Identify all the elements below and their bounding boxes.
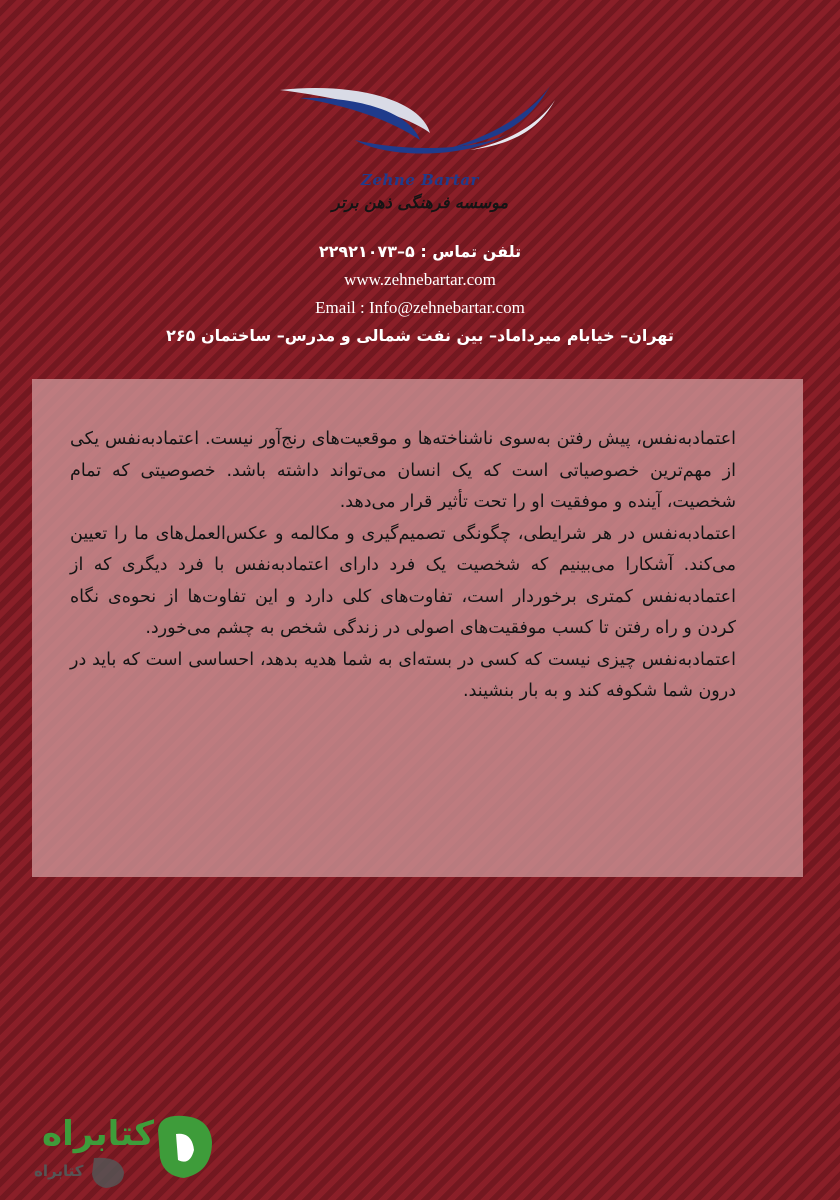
logo-latin-name: Zehne Bartar xyxy=(361,171,479,189)
ketabrah-brand-main: کتابراه xyxy=(42,1114,155,1154)
paragraph-3: اعتمادبه‌نفس چیزی نیست که کسی در بسته‌ای به شما هدیه بدهد، احساسی است که باید در درون شما شکوفه کند و به بار بنشیند. xyxy=(70,649,736,701)
publisher-logo xyxy=(270,78,570,223)
paragraph-1: اعتمادبه‌نفس، پیش رفتن به‌سوی ناشناخته‌ها و موقعیت‌های رنج‌آور نیست. اعتمادبه‌نفس یکی از مهم‌ترین خصوصیاتی است که یک انسان می‌تواند داشته باشد. خصوصیتی که تمام شخصیت، آینده و موفقیت او را تحت تأثیر قرار می‌دهد. xyxy=(70,429,736,512)
contact-block xyxy=(120,238,720,350)
ketabrah-brand-secondary: کتابراه xyxy=(34,1162,84,1180)
ketabrah-small-icon xyxy=(76,1154,136,1190)
logo-persian-name: موسسه فرهنگی ذهن برتر xyxy=(331,193,509,212)
website-link[interactable]: www.zehnebartar.com xyxy=(344,270,496,289)
email-link[interactable]: Email : Info@zehnebartar.com xyxy=(315,298,525,317)
phone-line: تلفن تماس : ۵–۲۲۹۲۱۰۷۳ xyxy=(318,242,522,261)
address-line: تهران– خیابام میرداماد– بین نفت شمالی و مدرس– ساختمان ۲۶۵ xyxy=(166,326,674,345)
ketabrah-leaf-icon xyxy=(150,1110,220,1190)
ketabrah-watermark xyxy=(12,1110,222,1190)
paragraph-2: اعتمادبه‌نفس در هر شرایطی، چگونگی تصمیم‌گیری و مکالمه و عکس‌العمل‌های ما را تعیین می‌کند. آشکارا می‌بینیم که شخصیت یک فرد دارای اعتمادبه‌نفس با فرد دیگری که از اعتمادبه‌نفس کمتری برخوردار است، تفاوت‌های کلی دارد و این تفاوت‌ها از نحوه‌ی نگاه کردن و راه رفتن تا کسب موفقیت‌های اصولی در زندگی شخص به چشم می‌خورد. xyxy=(70,523,736,638)
description-text xyxy=(70,424,736,708)
swoosh-logo-icon xyxy=(270,78,570,178)
